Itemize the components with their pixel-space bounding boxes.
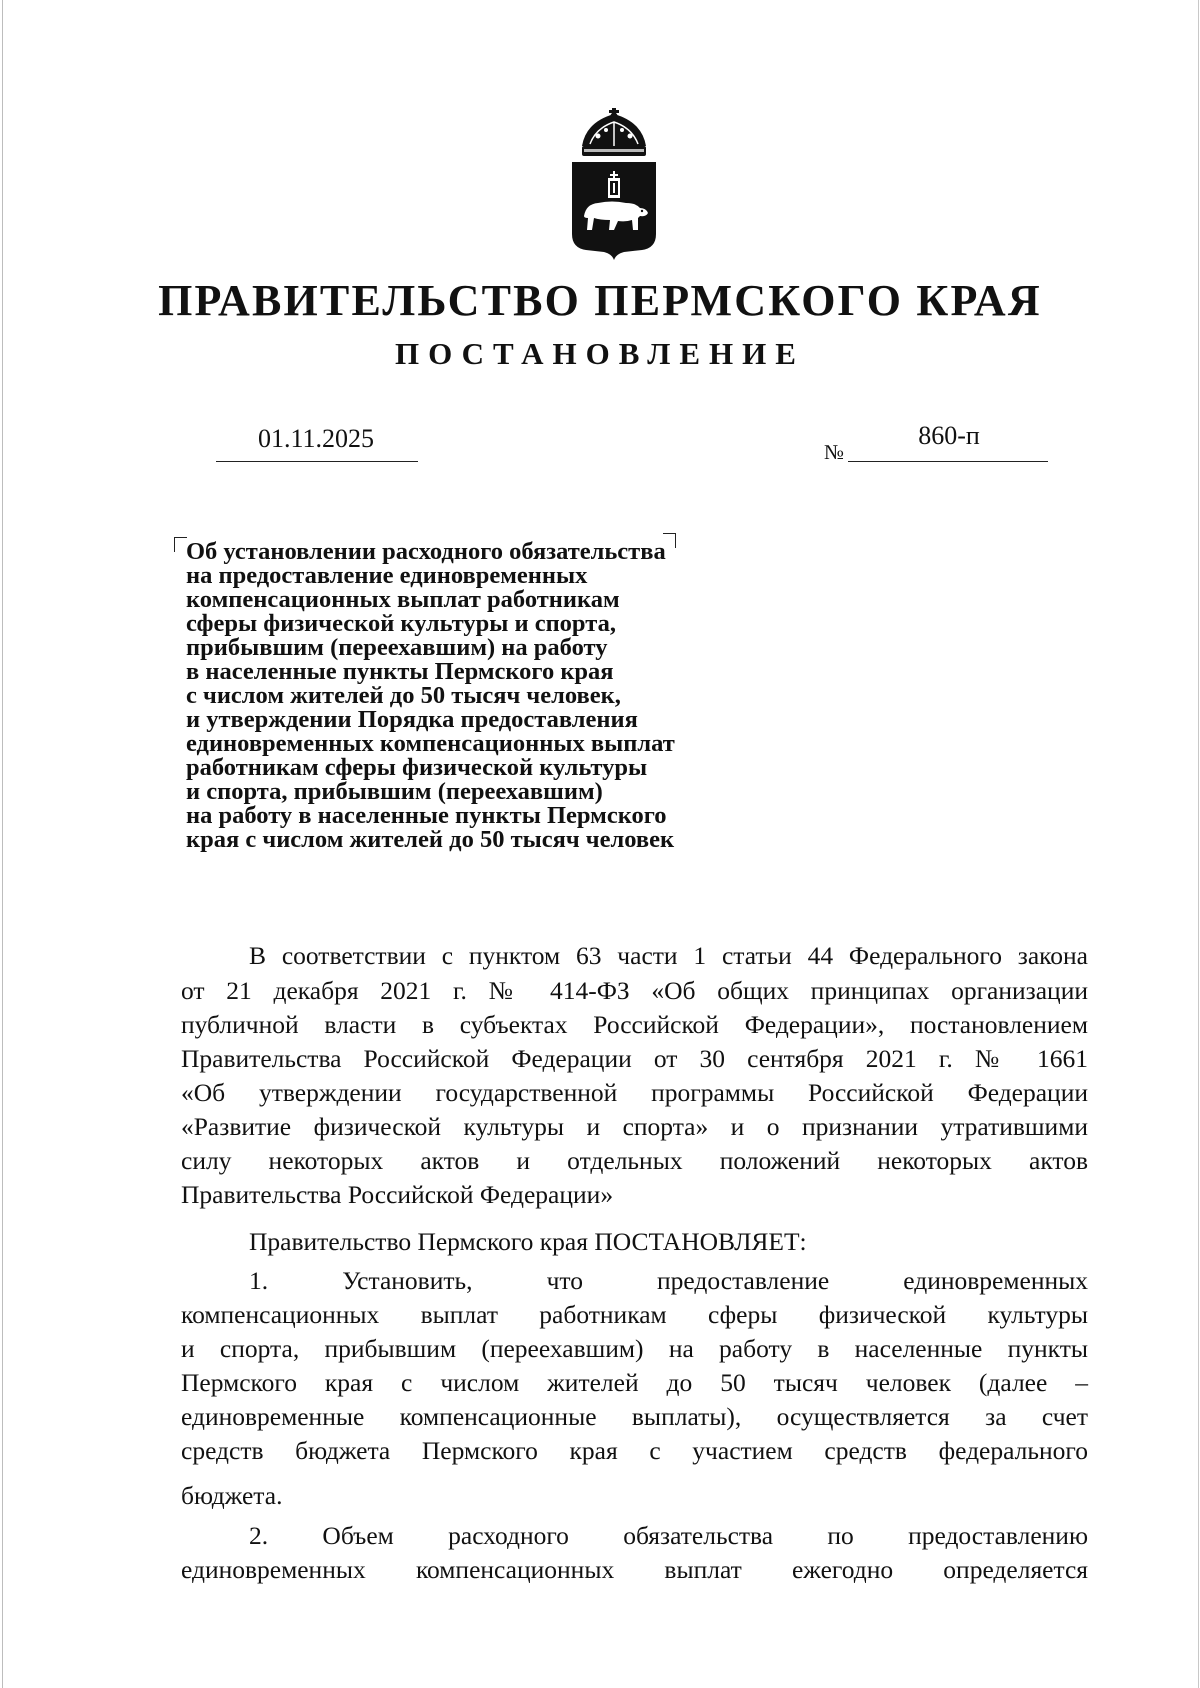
organization-title: ПРАВИТЕЛЬСТВО ПЕРМСКОГО КРАЯ — [158, 276, 1042, 325]
body-line: бюджета. — [181, 1481, 283, 1510]
heading-line: работникам сферы физической культуры — [186, 754, 648, 781]
body-line: Правительства Российской Федерации от 30 сентября 2021 г. № 1661 — [181, 1044, 1088, 1073]
date-underline — [216, 461, 418, 462]
body-line: 2. Объем расходного обязательства по предоставлению — [249, 1521, 1088, 1550]
body-line: Правительство Пермского края ПОСТАНОВЛЯЕТ: — [249, 1227, 807, 1256]
body-line: публичной власти в субъектах Российской Федерации», постановлением — [181, 1010, 1088, 1039]
body-line: единовременные компенсационные выплаты), осуществляется за счет — [181, 1402, 1088, 1431]
document-number: 860-п — [918, 421, 980, 450]
scan-edge-right — [1198, 0, 1199, 1688]
body-line: единовременных компенсационных выплат ежегодно определяется — [181, 1555, 1088, 1584]
heading-line: на работу в населенные пункты Пермского — [186, 802, 667, 829]
heading-line: с числом жителей до 50 тысяч человек, — [186, 682, 621, 709]
body-line: В соответствии с пунктом 63 части 1 статьи 44 Федерального закона — [249, 941, 1088, 970]
heading-line: в населенные пункты Пермского края — [186, 658, 614, 685]
heading-line: единовременных компенсационных выплат — [186, 730, 675, 757]
body-line: от 21 декабря 2021 г. № 414-ФЗ «Об общих принципах организации — [181, 976, 1088, 1005]
body-line: Пермского края с числом жителей до 50 тысяч человек (далее – — [181, 1368, 1088, 1397]
document-type-title: ПОСТАНОВЛЕНИЕ — [395, 336, 805, 371]
document-date: 01.11.2025 — [257, 424, 375, 453]
body-line: 1. Установить, что предоставление единовременных — [249, 1266, 1088, 1295]
body-line: силу некоторых актов и отдельных положений некоторых актов — [181, 1146, 1088, 1175]
body-line: «Об утверждении государственной программы Российской Федерации — [181, 1078, 1088, 1107]
body-line: Правительства Российской Федерации» — [181, 1180, 614, 1209]
number-underline — [848, 461, 1048, 462]
heading-line: сферы физической культуры и спорта, — [186, 610, 616, 637]
heading-line: Об установлении расходного обязательства — [186, 538, 666, 565]
heading-line: и утверждении Порядка предоставления — [186, 706, 638, 733]
heading-line: и спорта, прибывшим (переехавшим) — [186, 778, 603, 805]
body-line: компенсационных выплат работникам сферы физической культуры — [181, 1300, 1088, 1329]
heading-line: на предоставление единовременных — [186, 562, 588, 589]
body-line: и спорта, прибывшим (переехавшим) на работу в населенные пункты — [181, 1334, 1088, 1363]
body-line: средств бюджета Пермского края с участием средств федерального — [181, 1436, 1088, 1465]
number-sign: № — [824, 440, 845, 464]
heading-line: прибывшим (переехавшим) на работу — [186, 634, 608, 661]
scan-edge-left — [2, 0, 3, 1688]
heading-line: компенсационных выплат работникам — [186, 586, 620, 613]
body-line: «Развитие физической культуры и спорта» и о признании утратившими — [181, 1112, 1088, 1141]
heading-line: края с числом жителей до 50 тысяч человек — [186, 826, 675, 853]
coat-of-arms-icon — [568, 108, 660, 260]
